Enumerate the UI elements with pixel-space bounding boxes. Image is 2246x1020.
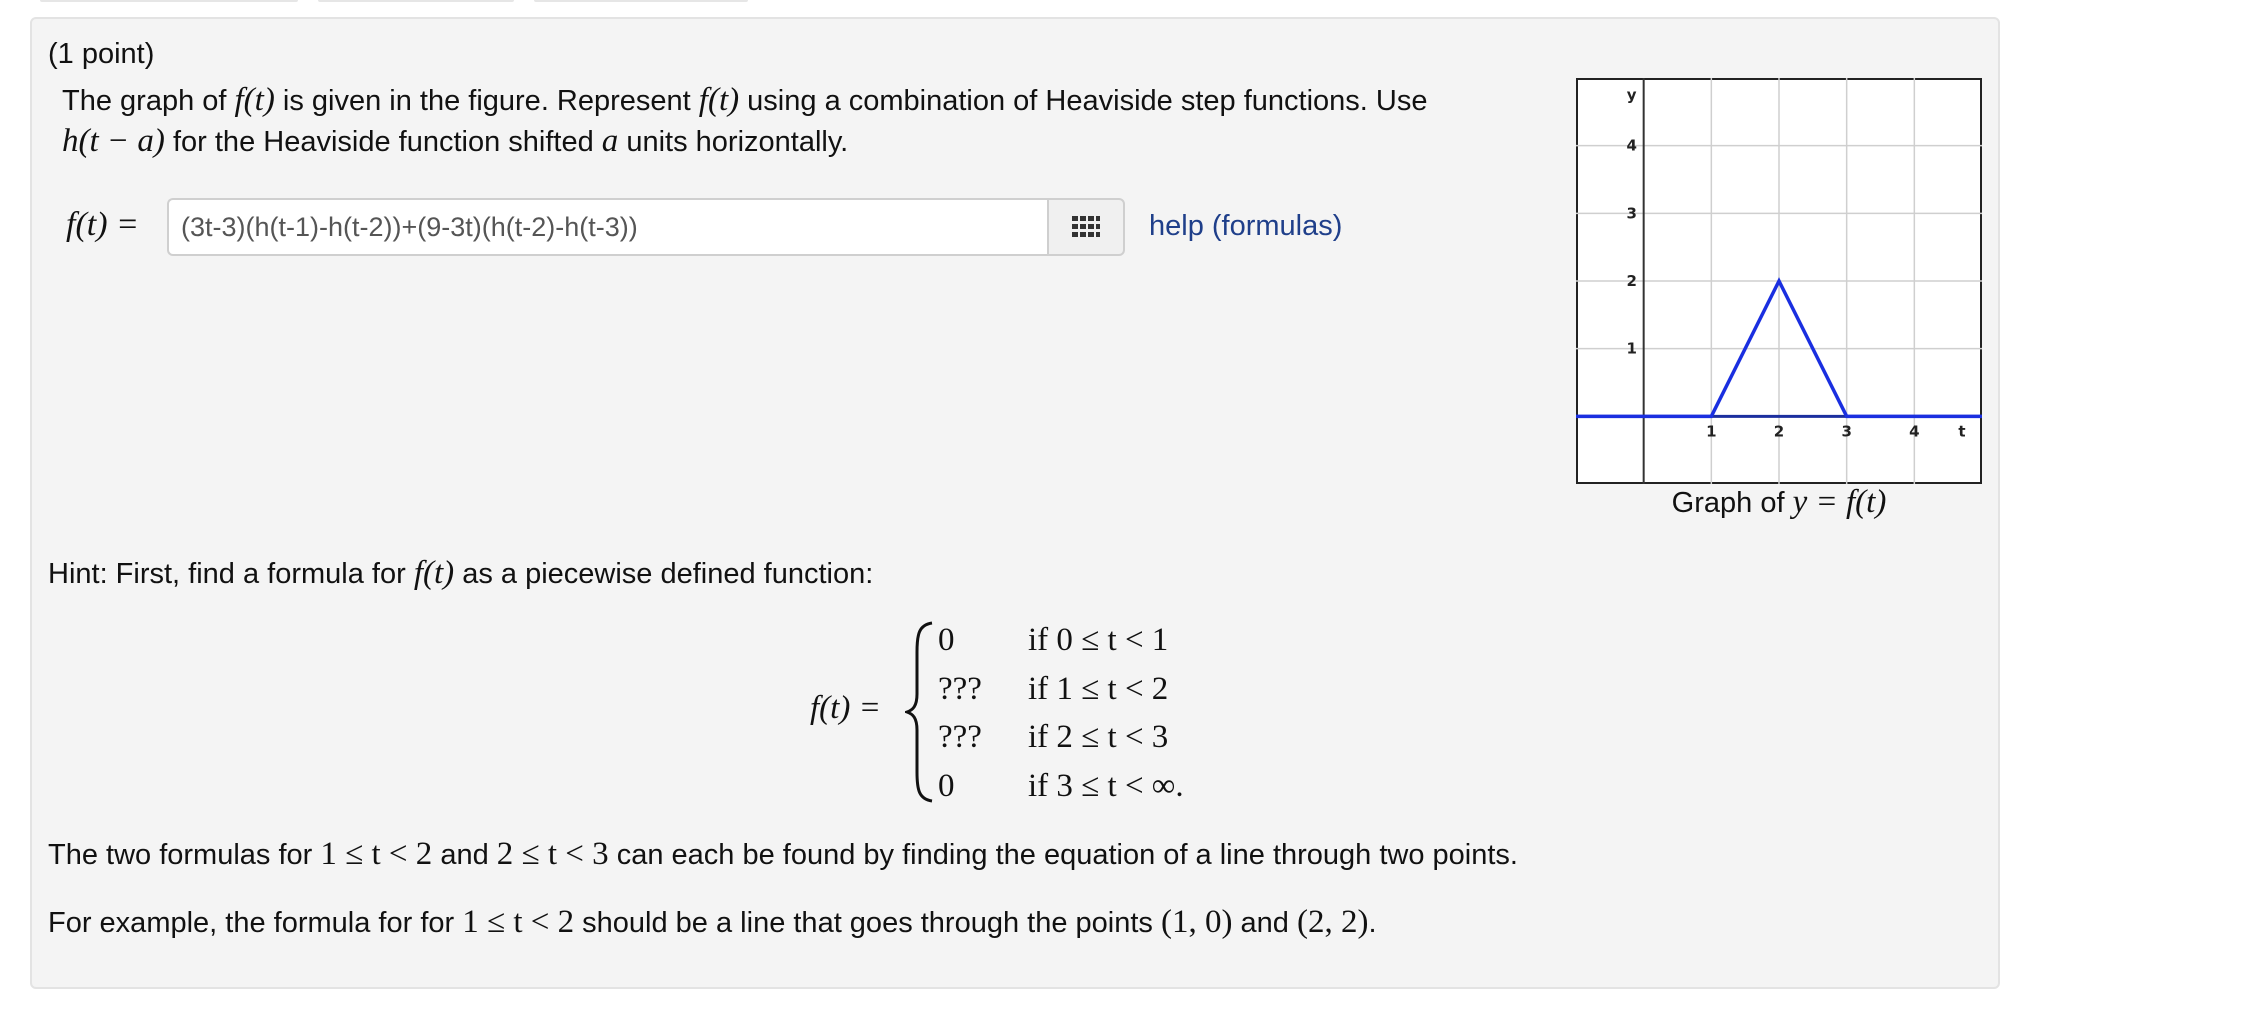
graph-caption — [1576, 484, 1982, 521]
hint-text — [48, 555, 873, 592]
hint-note-1 — [48, 836, 1518, 873]
piecewise-definition — [810, 612, 1310, 812]
x-tick-label: 1 — [1706, 422, 1717, 441]
note-text: should be a line that goes through the points — [574, 907, 1161, 939]
note-text: The two formulas for — [48, 839, 321, 871]
piecewise-expr: ??? — [938, 719, 982, 755]
points-label: (1 point) — [48, 38, 155, 70]
note-text: can each be found by finding the equation of a line through two points. — [608, 839, 1518, 871]
y-axis-label: y — [1626, 86, 1637, 104]
y-tick-label: 3 — [1626, 204, 1637, 223]
left-brace-icon — [905, 620, 937, 804]
note-text: For example, the formula for for — [48, 907, 463, 939]
piecewise-expr: ??? — [938, 671, 982, 707]
statement-text: for the Heaviside function shifted — [164, 126, 602, 158]
help-formulas-link[interactable]: help (formulas) — [1149, 210, 1343, 242]
top-tab-2[interactable] — [318, 0, 514, 2]
graph-caption-text: Graph of — [1671, 487, 1793, 519]
note-text: and — [432, 839, 497, 871]
note-text: and — [1232, 907, 1297, 939]
piecewise-cond: if 0 ≤ t < 1 — [1028, 622, 1169, 658]
problem-statement — [62, 80, 1502, 162]
x-tick-label: 2 — [1773, 422, 1785, 441]
statement-math: f(t) — [698, 82, 740, 118]
y-tick-label: 2 — [1626, 272, 1637, 290]
note-math: (2, 2) — [1296, 904, 1369, 940]
hint-math: f(t) — [413, 555, 455, 591]
piecewise-cond: if 3 ≤ t < ∞. — [1028, 768, 1184, 804]
x-tick-label: 4 — [1909, 422, 1920, 441]
x-tick-label: 3 — [1841, 422, 1852, 441]
piecewise-expr: 0 — [938, 622, 955, 658]
x-axis-label: t — [1958, 422, 1966, 441]
statement-text: is given in the figure. Represent — [274, 85, 699, 117]
grid-icon — [1071, 215, 1101, 239]
statement-math: a — [601, 123, 619, 159]
statement-math: f(t) — [234, 82, 275, 118]
graph-caption-math: y = f(t) — [1792, 484, 1887, 520]
statement-text: using a combination of Heaviside step functions. Use — [739, 85, 1428, 117]
y-tick-label: 1 — [1626, 339, 1637, 358]
hint-part: Hint: First, find a formula for — [48, 558, 414, 590]
statement-text: The graph of — [62, 85, 235, 117]
note-math: 1 ≤ t < 2 — [320, 836, 433, 872]
equation-palette-button[interactable] — [1047, 198, 1125, 256]
graph-figure — [1576, 78, 1982, 484]
piecewise-cond: if 1 ≤ t < 2 — [1028, 671, 1169, 707]
top-tab-1[interactable] — [40, 0, 298, 2]
answer-label: f(t) = — [66, 206, 139, 243]
top-tab-3[interactable] — [534, 0, 748, 2]
note-math: 1 ≤ t < 2 — [462, 904, 575, 940]
note-text: . — [1368, 907, 1377, 939]
answer-input[interactable] — [167, 198, 1047, 256]
note-math: 2 ≤ t < 3 — [496, 836, 609, 872]
hint-part: as a piecewise defined function: — [454, 558, 874, 590]
piecewise-expr: 0 — [938, 768, 955, 804]
y-tick-label: 4 — [1626, 136, 1637, 155]
piecewise-cond: if 2 ≤ t < 3 — [1028, 719, 1169, 755]
piecewise-lhs: f(t) = — [810, 690, 881, 726]
hint-note-2 — [48, 904, 1377, 941]
statement-math: h(t − a) — [62, 123, 165, 159]
statement-text: units horizontally. — [618, 126, 849, 158]
note-math: (1, 0) — [1160, 904, 1233, 940]
